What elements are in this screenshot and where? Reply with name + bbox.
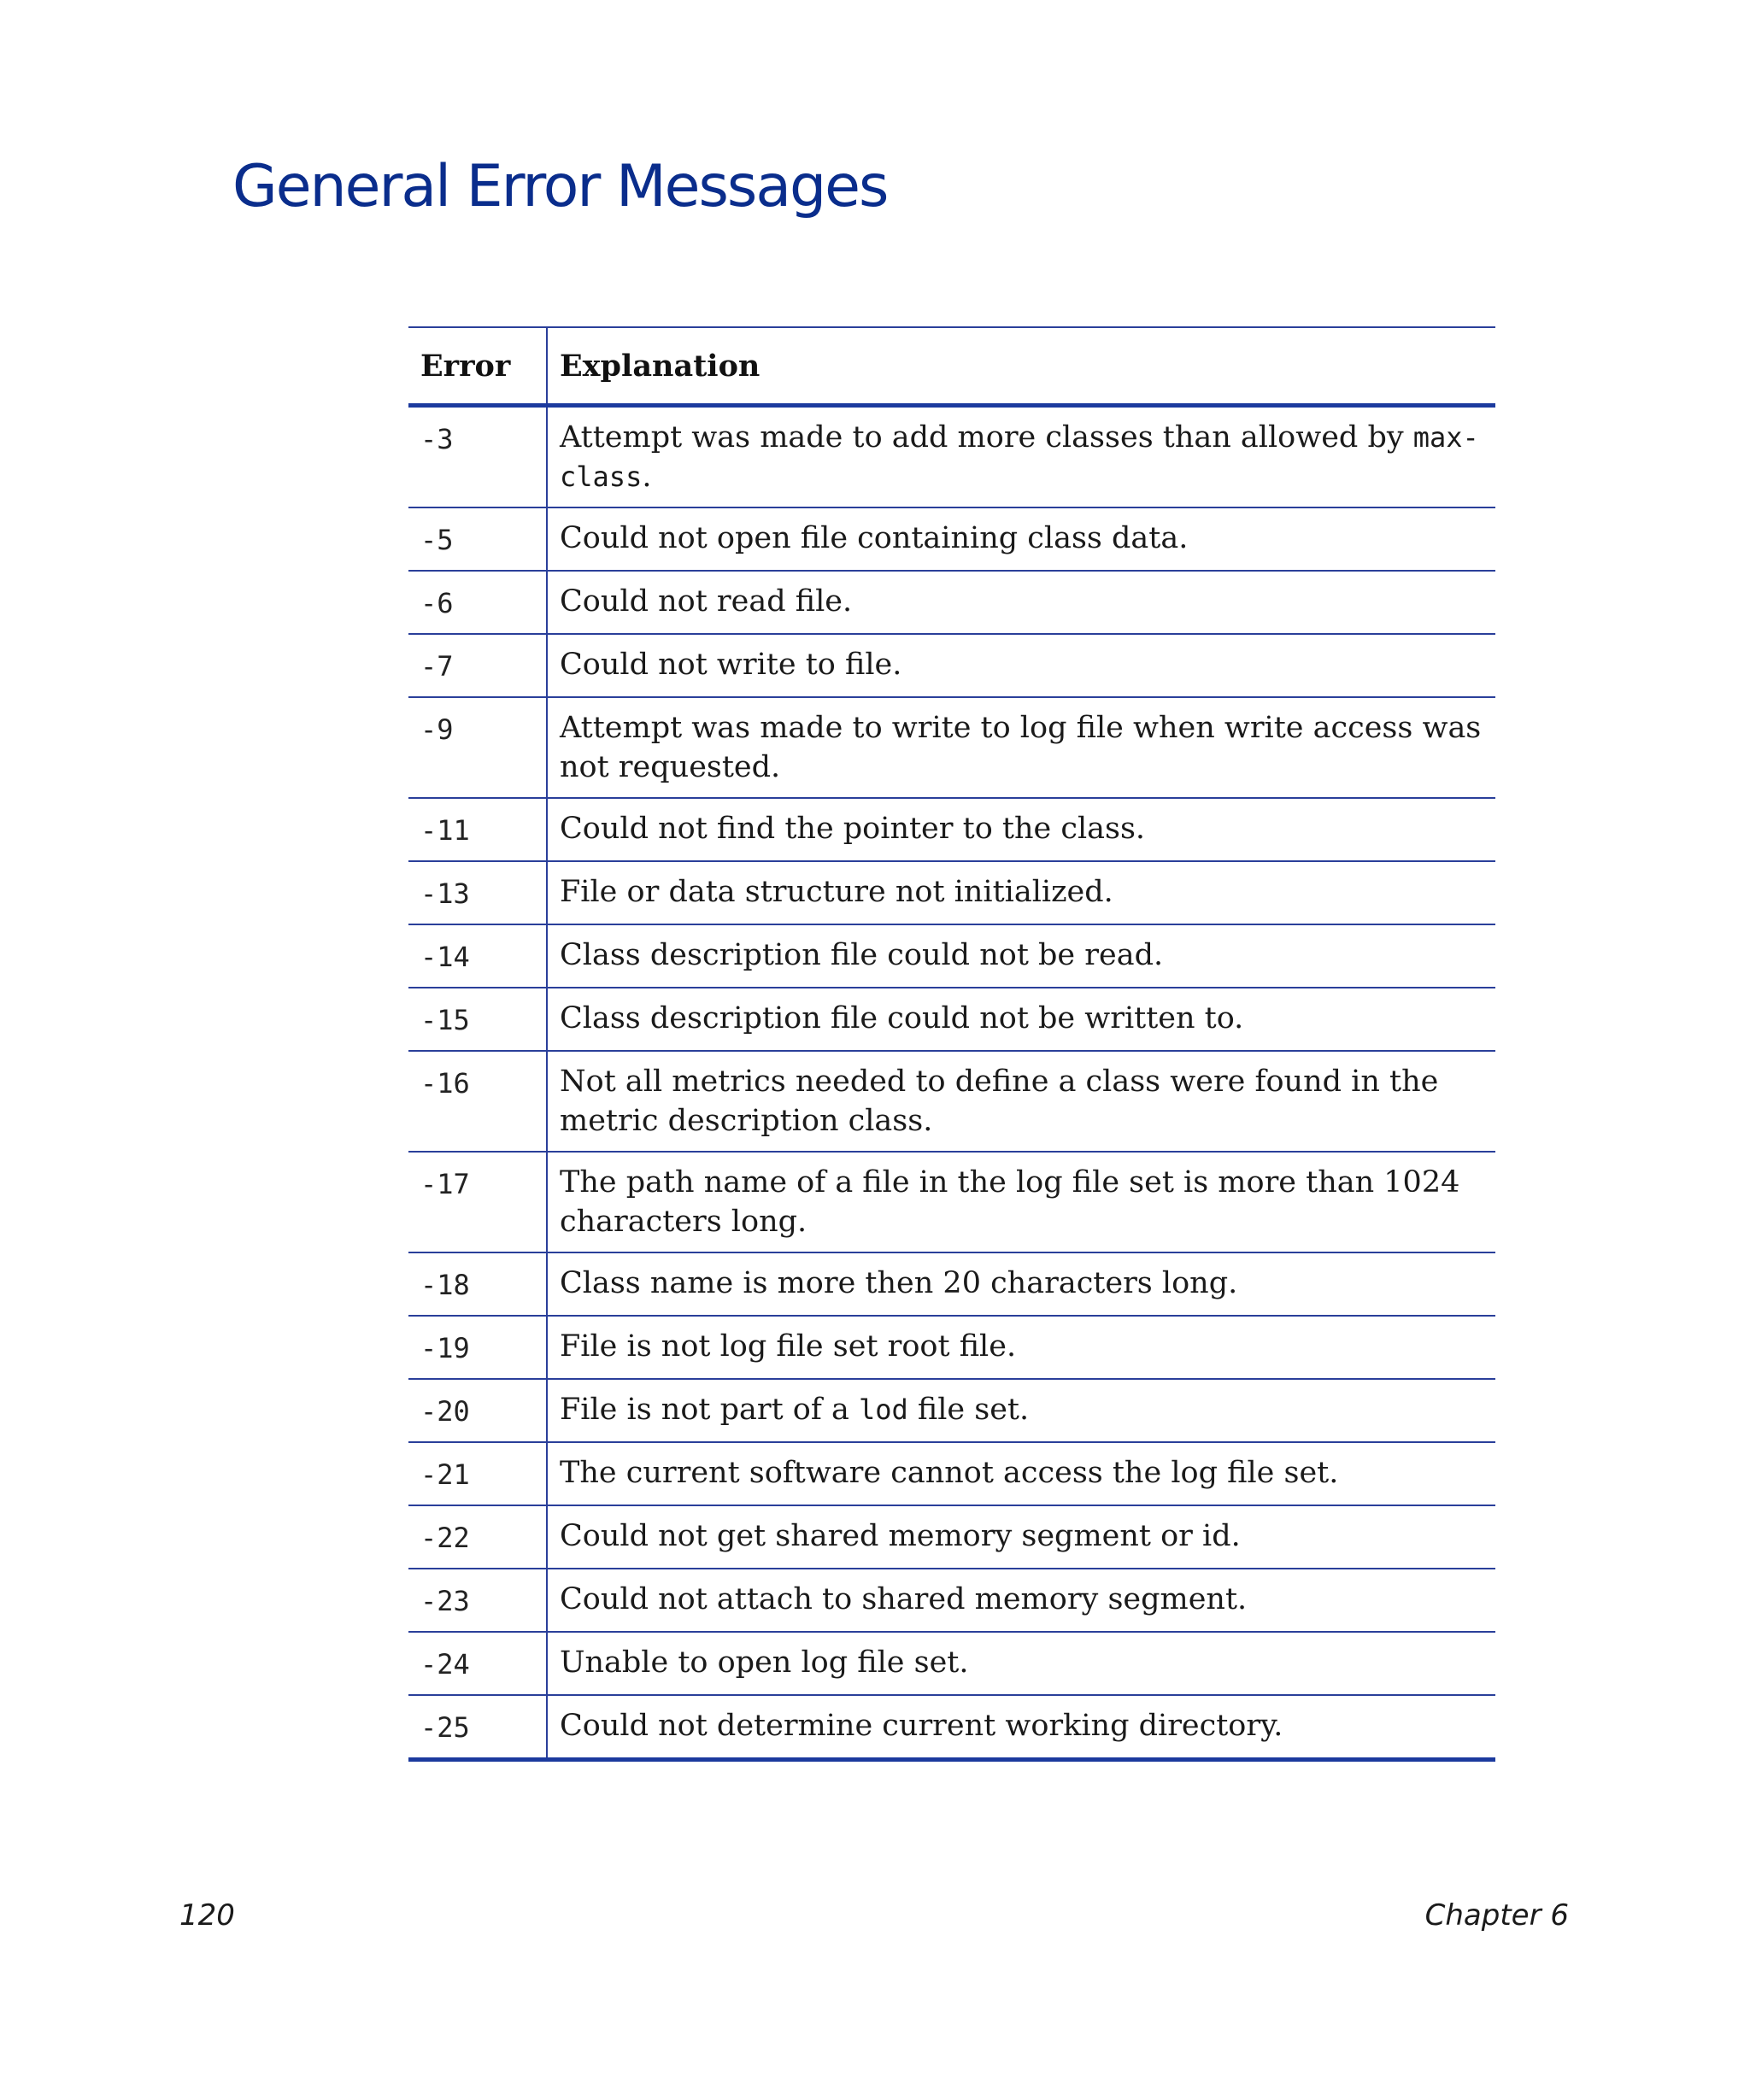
error-explanation (547, 697, 1495, 798)
explanation-text: Class description file could not be read. (560, 938, 1164, 972)
table-row (408, 1442, 1495, 1505)
explanation-text: Class description file could not be written to. (560, 1001, 1244, 1035)
explanation-text: Could not read file. (560, 584, 853, 619)
explanation-text: Could not open file containing class data. (560, 521, 1189, 555)
error-code: -7 (408, 634, 547, 697)
error-explanation (547, 634, 1495, 697)
table-body (408, 406, 1495, 1760)
error-code: -15 (408, 988, 547, 1051)
explanation-code-term: lod (858, 1393, 908, 1426)
error-code: -11 (408, 798, 547, 861)
error-code: -9 (408, 697, 547, 798)
table-row (408, 1051, 1495, 1152)
explanation-text: Attempt was made to add more classes than allowed by (560, 420, 1413, 455)
error-explanation (547, 988, 1495, 1051)
table-row (408, 1569, 1495, 1632)
explanation-text: File is not log file set root file. (560, 1329, 1017, 1364)
table-row (408, 1632, 1495, 1695)
table-row (408, 571, 1495, 634)
error-code: -20 (408, 1379, 547, 1442)
page-number: 120 (179, 1898, 235, 1933)
chapter-label: Chapter 6 (1424, 1898, 1569, 1933)
error-code: -17 (408, 1152, 547, 1252)
error-code: -13 (408, 861, 547, 924)
error-table-container (408, 326, 1495, 1762)
error-explanation (547, 1695, 1495, 1760)
error-explanation (547, 507, 1495, 571)
table-row (408, 924, 1495, 988)
table-row (408, 1505, 1495, 1569)
error-code: -16 (408, 1051, 547, 1152)
table-row (408, 1379, 1495, 1442)
explanation-text: Class name is more then 20 characters long. (560, 1266, 1238, 1300)
explanation-text: Could not get shared memory segment or id. (560, 1519, 1241, 1553)
table-row (408, 1316, 1495, 1379)
explanation-text: File or data structure not initialized. (560, 875, 1113, 909)
table-row (408, 634, 1495, 697)
explanation-text: Not all metrics needed to define a class were found in the metric description class. (560, 1065, 1439, 1138)
error-explanation (547, 1316, 1495, 1379)
error-code: -6 (408, 571, 547, 634)
error-table (408, 326, 1495, 1762)
explanation-text: Unable to open log file set. (560, 1645, 969, 1680)
page-title: General Error Messages (232, 153, 888, 220)
explanation-text: The current software cannot access the log file set. (560, 1456, 1339, 1490)
error-code: -24 (408, 1632, 547, 1695)
table-row (408, 988, 1495, 1051)
explanation-text: Attempt was made to write to log file when write access was not requested. (560, 711, 1482, 784)
error-explanation (547, 798, 1495, 861)
explanation-text-tail: file set. (907, 1393, 1030, 1427)
error-explanation (547, 861, 1495, 924)
explanation-text: File is not part of a (560, 1393, 859, 1427)
error-explanation (547, 1152, 1495, 1252)
table-row (408, 798, 1495, 861)
error-explanation (547, 924, 1495, 988)
table-header-row (408, 327, 1495, 406)
error-explanation (547, 1379, 1495, 1442)
error-explanation (547, 1051, 1495, 1152)
error-explanation (547, 1505, 1495, 1569)
error-explanation (547, 1252, 1495, 1316)
explanation-text-tail: . (642, 460, 652, 494)
error-code: -19 (408, 1316, 547, 1379)
error-explanation (547, 406, 1495, 508)
table-row (408, 507, 1495, 571)
table-row (408, 1152, 1495, 1252)
explanation-text: Could not attach to shared memory segment. (560, 1582, 1248, 1616)
explanation-text: The path name of a file in the log file set is more than 1024 characters long. (560, 1165, 1460, 1239)
table-row (408, 697, 1495, 798)
error-code: -23 (408, 1569, 547, 1632)
table-row (408, 1695, 1495, 1760)
table-row (408, 1252, 1495, 1316)
explanation-text: Could not find the pointer to the class. (560, 812, 1146, 846)
explanation-code-term: max-class (560, 421, 1479, 493)
error-code: -22 (408, 1505, 547, 1569)
error-code: -18 (408, 1252, 547, 1316)
error-explanation (547, 1632, 1495, 1695)
error-code: -5 (408, 507, 547, 571)
error-code: -21 (408, 1442, 547, 1505)
column-header-explanation: Explanation (547, 327, 1495, 406)
table-row (408, 406, 1495, 508)
error-code: -14 (408, 924, 547, 988)
explanation-text: Could not determine current working directory. (560, 1709, 1283, 1743)
error-explanation (547, 571, 1495, 634)
table-row (408, 861, 1495, 924)
error-code: -3 (408, 406, 547, 508)
column-header-error: Error (408, 327, 547, 406)
explanation-text: Could not write to file. (560, 648, 902, 682)
error-code: -25 (408, 1695, 547, 1760)
error-explanation (547, 1569, 1495, 1632)
error-explanation (547, 1442, 1495, 1505)
